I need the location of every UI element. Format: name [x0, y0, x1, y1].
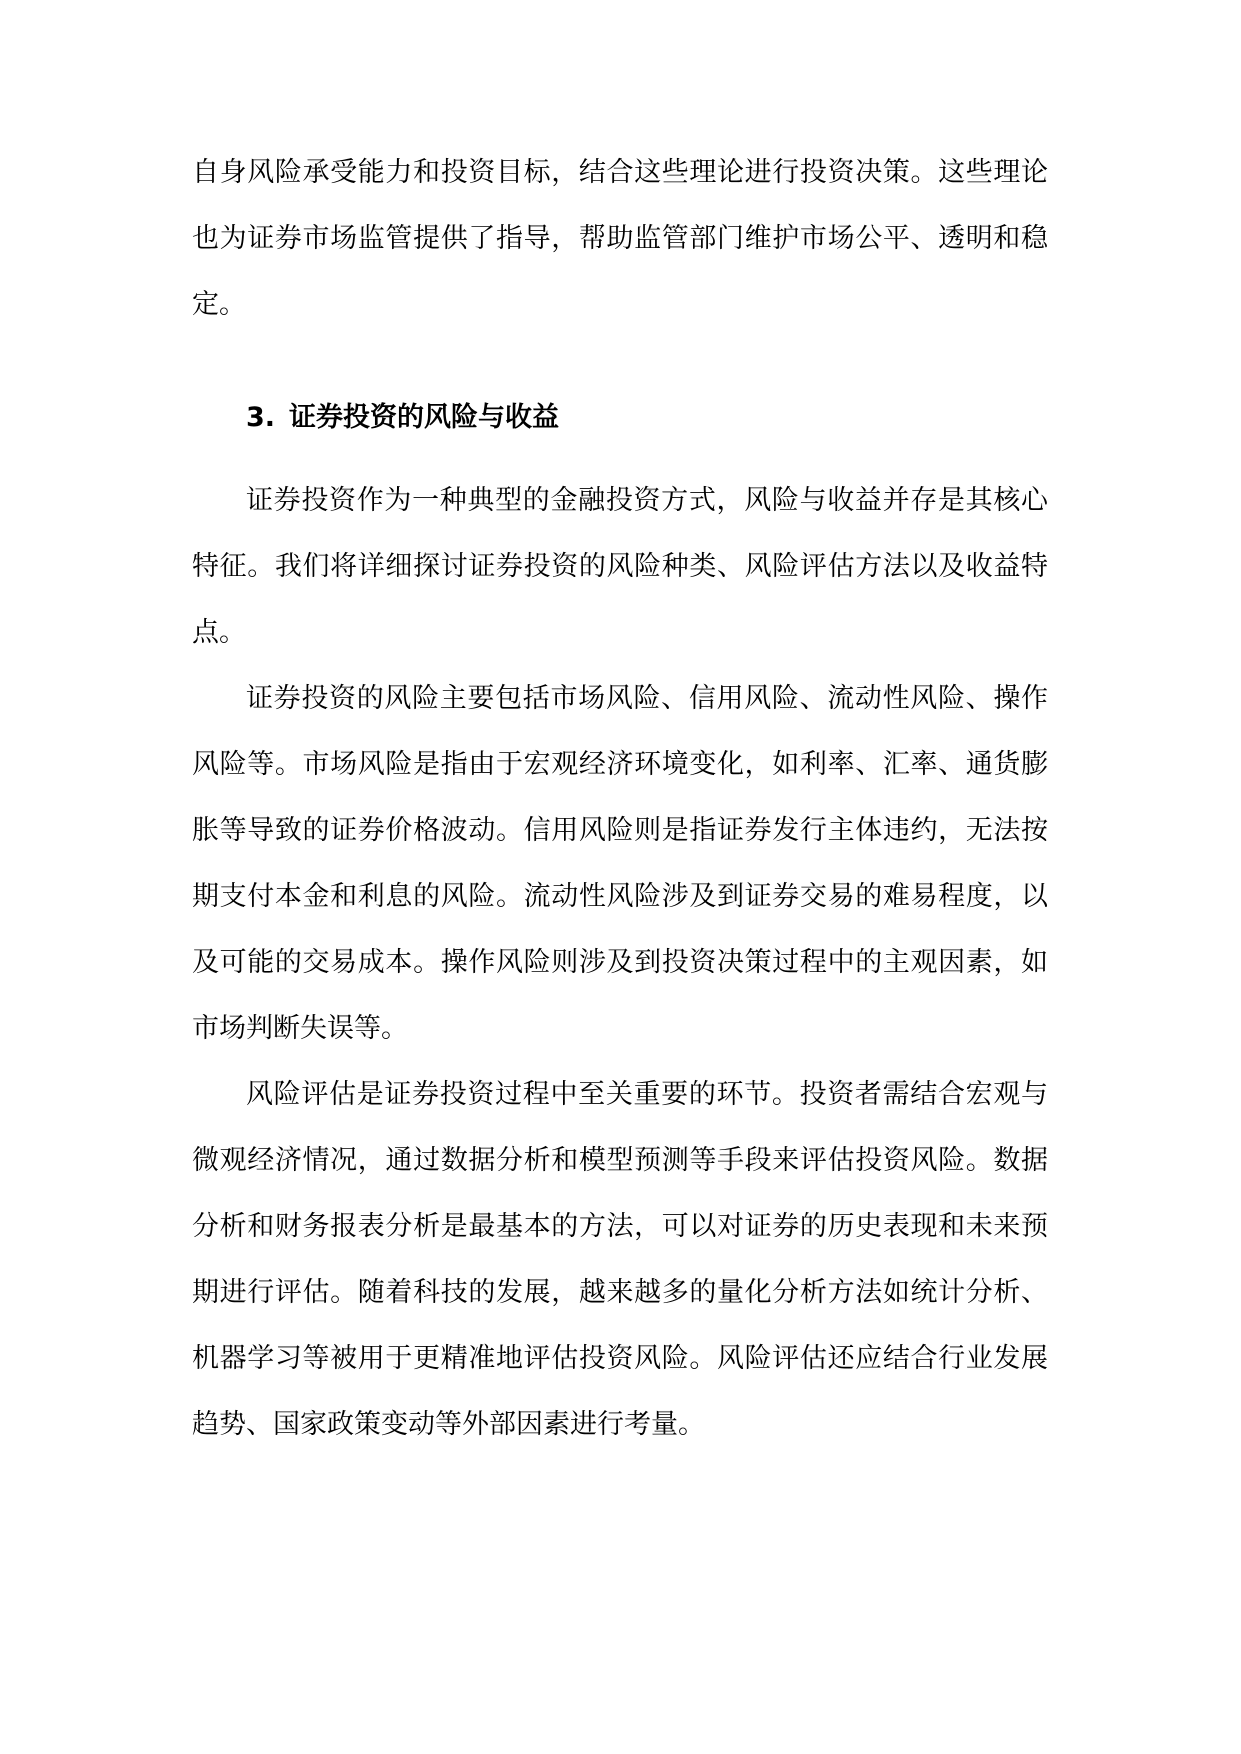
- section-number: 3.: [246, 402, 276, 433]
- section-heading: [192, 385, 1048, 451]
- paragraph-continued: 自身风险承受能力和投资目标，结合这些理论进行投资决策。这些理论也为证券市场监管提供了指导，帮助监管部门维护市场公平、透明和稳定。: [192, 157, 1048, 320]
- paragraph-intro: 证券投资作为一种典型的金融投资方式，风险与收益并存是其核心特征。我们将详细探讨证券投资的风险种类、风险评估方法以及收益特点。: [192, 485, 1048, 648]
- paragraph-risk-assessment: 风险评估是证券投资过程中至关重要的环节。投资者需结合宏观与微观经济情况，通过数据分析和模型预测等手段来评估投资风险。数据分析和财务报表分析是最基本的方法，可以对证券的历史表现和未来预期进行评估。随着科技的发展，越来越多的量化分析方法如统计分析、机器学习等被用于更精准地评估投资风险。风险评估还应结合行业发展趋势、国家政策变动等外部因素进行考量。: [192, 1079, 1048, 1440]
- section-title: 证券投资的风险与收益: [289, 402, 560, 433]
- document-body: [192, 140, 1048, 1458]
- paragraph-risk-types: 证券投资的风险主要包括市场风险、信用风险、流动性风险、操作风险等。市场风险是指由于宏观经济环境变化，如利率、汇率、通货膨胀等导致的证券价格波动。信用风险则是指证券发行主体违约，无法按期支付本金和利息的风险。流动性风险涉及到证券交易的难易程度，以及可能的交易成本。操作风险则涉及到投资决策过程中的主观因素，如市场判断失误等。: [192, 683, 1048, 1044]
